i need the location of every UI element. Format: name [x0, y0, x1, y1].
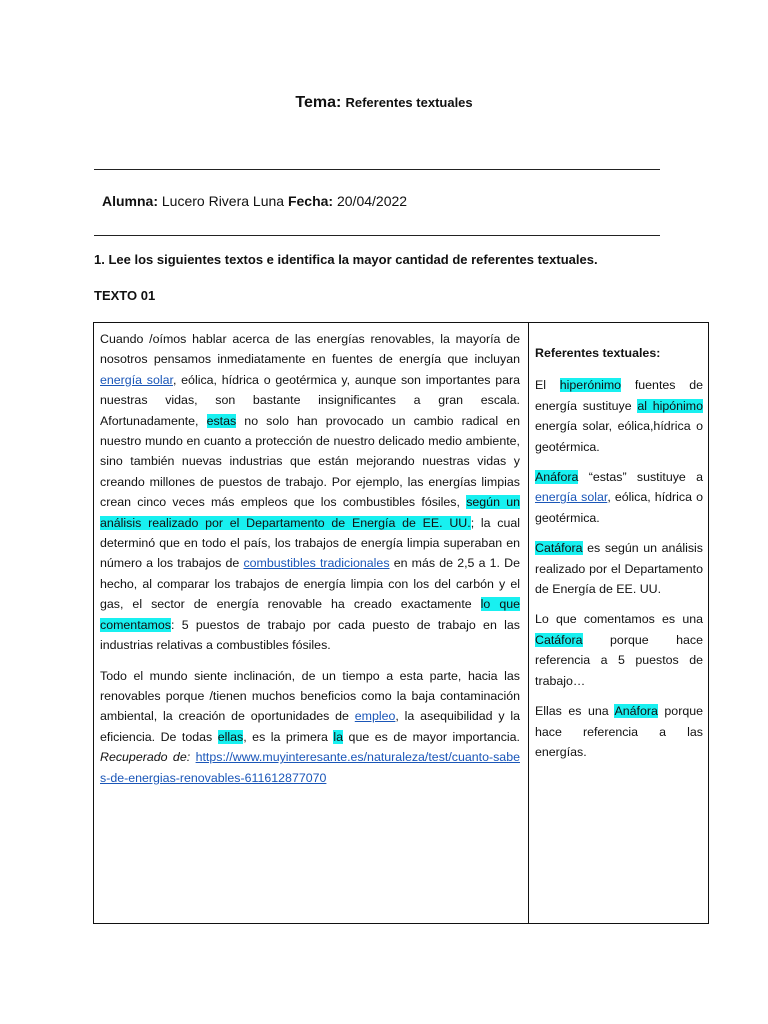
text-span: Lo que comentamos es una: [535, 612, 703, 627]
referent-anafora-ellas: [535, 701, 703, 762]
text-span: en más de 2,5 a 1. De hecho, al comparar los trabajos de energía limpia con los del carbón y el gas, el sector de energía renovable ha creado exactamente: [100, 556, 520, 612]
highlight-hiperonimo: hiperónimo: [559, 378, 622, 393]
text-span: energía solar, eólica,hídrica o geotérmica.: [535, 419, 703, 454]
highlight-al-hiponimo: al hipónimo: [637, 398, 703, 413]
highlight-lo-que-comentamos: lo que comentamos: [100, 597, 520, 632]
referent-anafora-estas: [535, 467, 703, 528]
link-energia-solar[interactable]: energía solar: [100, 372, 173, 387]
text-span: “estas” sustituye a: [578, 470, 703, 485]
referent-catafora-segun: [535, 538, 703, 599]
text-span: ; la cual determinó que en todo el país, los trabajos de energía limpia superaban en número a los trabajos de: [100, 515, 521, 571]
text-span: que es de mayor importancia.: [343, 729, 521, 744]
link-empleo[interactable]: empleo: [354, 709, 396, 724]
recuperado-label: Recuperado de:: [100, 750, 191, 765]
text-span: , eólica, hídrica o geotérmica.: [535, 490, 703, 525]
fecha-label: Fecha:: [287, 193, 334, 209]
text-span: Ellas es una: [535, 704, 615, 719]
highlight-estas: estas: [206, 413, 237, 428]
text-span: Cuando /oímos hablar acerca de las energías renovables, la mayoría de nosotros pensamos inmediatamente en fuentes de energía que incluyan: [100, 332, 520, 367]
text-span: , eólica, hídrica o geotérmica y, aunque son importantes para nuestras vidas, son bastante insignificantes a gran escala. Afortunadamente,: [100, 372, 521, 428]
page-title: [0, 94, 768, 112]
text-span: : 5 puestos de trabajo por cada puesto de trabajo en las industrias relativas a combustibles fósiles.: [100, 617, 520, 653]
section-title: TEXTO 01: [94, 288, 156, 303]
alumna-name: Lucero Rivera Luna: [161, 193, 285, 209]
highlight-anafora: Anáfora: [535, 470, 579, 485]
referents-column: [535, 343, 703, 772]
highlight-ellas: ellas: [217, 729, 244, 744]
text-span: no solo han provocado un cambio radical en nuestro mundo en cuanto a protección de nuestro delicado medio ambiente, sino también nuevas industrias que están mejorando nuestras vidas y creando millones de puestos de trabajo. Por ejemplo, las energías limpias crean cinco veces más empleos que los combustibles fósiles,: [100, 413, 520, 510]
referent-catafora-comentamos: [535, 609, 703, 691]
text-span: porque hace referencia a las energías.: [535, 704, 703, 759]
paragraph-2: [100, 666, 520, 788]
link-combustibles-tradicionales[interactable]: combustibles tradicionales: [243, 556, 390, 571]
text-span: Todo el mundo siente inclinación, de un tiempo a esta parte, hacia las renovables porque /tienen muchos beneficios como la baja contaminación ambiental, la creación de oportunidades de: [100, 668, 520, 724]
text-table: [93, 322, 709, 924]
text-span: , es la primera: [243, 729, 334, 744]
text-span: es según un análisis realizado por el Departamento de Energía de EE. UU.: [535, 541, 703, 597]
text-span: El: [535, 378, 560, 393]
text-span: fuentes de energía sustituye: [535, 378, 703, 413]
source-url-link[interactable]: https://www.muyinteresante.es/naturaleza/test/cuanto-sabes-de-energias-renovables-611612877070: [100, 750, 520, 785]
highlight-catafora-2: Catáfora: [535, 632, 583, 647]
highlight-anafora-2: Anáfora: [614, 704, 658, 719]
source-text-column: [100, 329, 520, 798]
tema-value: Referentes textuales: [345, 95, 473, 110]
paragraph-1: [100, 329, 520, 656]
divider-line-top: [94, 169, 660, 170]
divider-line-bottom: [94, 235, 660, 236]
alumna-label: Alumna:: [102, 193, 158, 209]
tema-label: Tema:: [295, 94, 342, 111]
instruction-text: 1. Lee los siguientes textos e identifica la mayor cantidad de referentes textuales.: [94, 252, 598, 267]
referent-hiperonimo: [535, 375, 703, 457]
highlight-la: la: [333, 729, 344, 744]
text-span: porque hace referencia a 5 puestos de trabajo…: [535, 632, 703, 688]
highlight-catafora: Catáfora: [535, 541, 583, 556]
column-divider: [528, 323, 529, 923]
referents-heading: Referentes textuales:: [535, 346, 661, 360]
fecha-value: 20/04/2022: [336, 193, 408, 209]
highlight-segun-analisis: según un análisis realizado por el Departamento de Energía de EE. UU.: [100, 495, 520, 530]
link-energia-solar-right[interactable]: energía solar: [535, 490, 608, 505]
student-info: [102, 193, 407, 209]
text-span: , la asequibilidad y la eficiencia. De todas: [100, 709, 521, 744]
